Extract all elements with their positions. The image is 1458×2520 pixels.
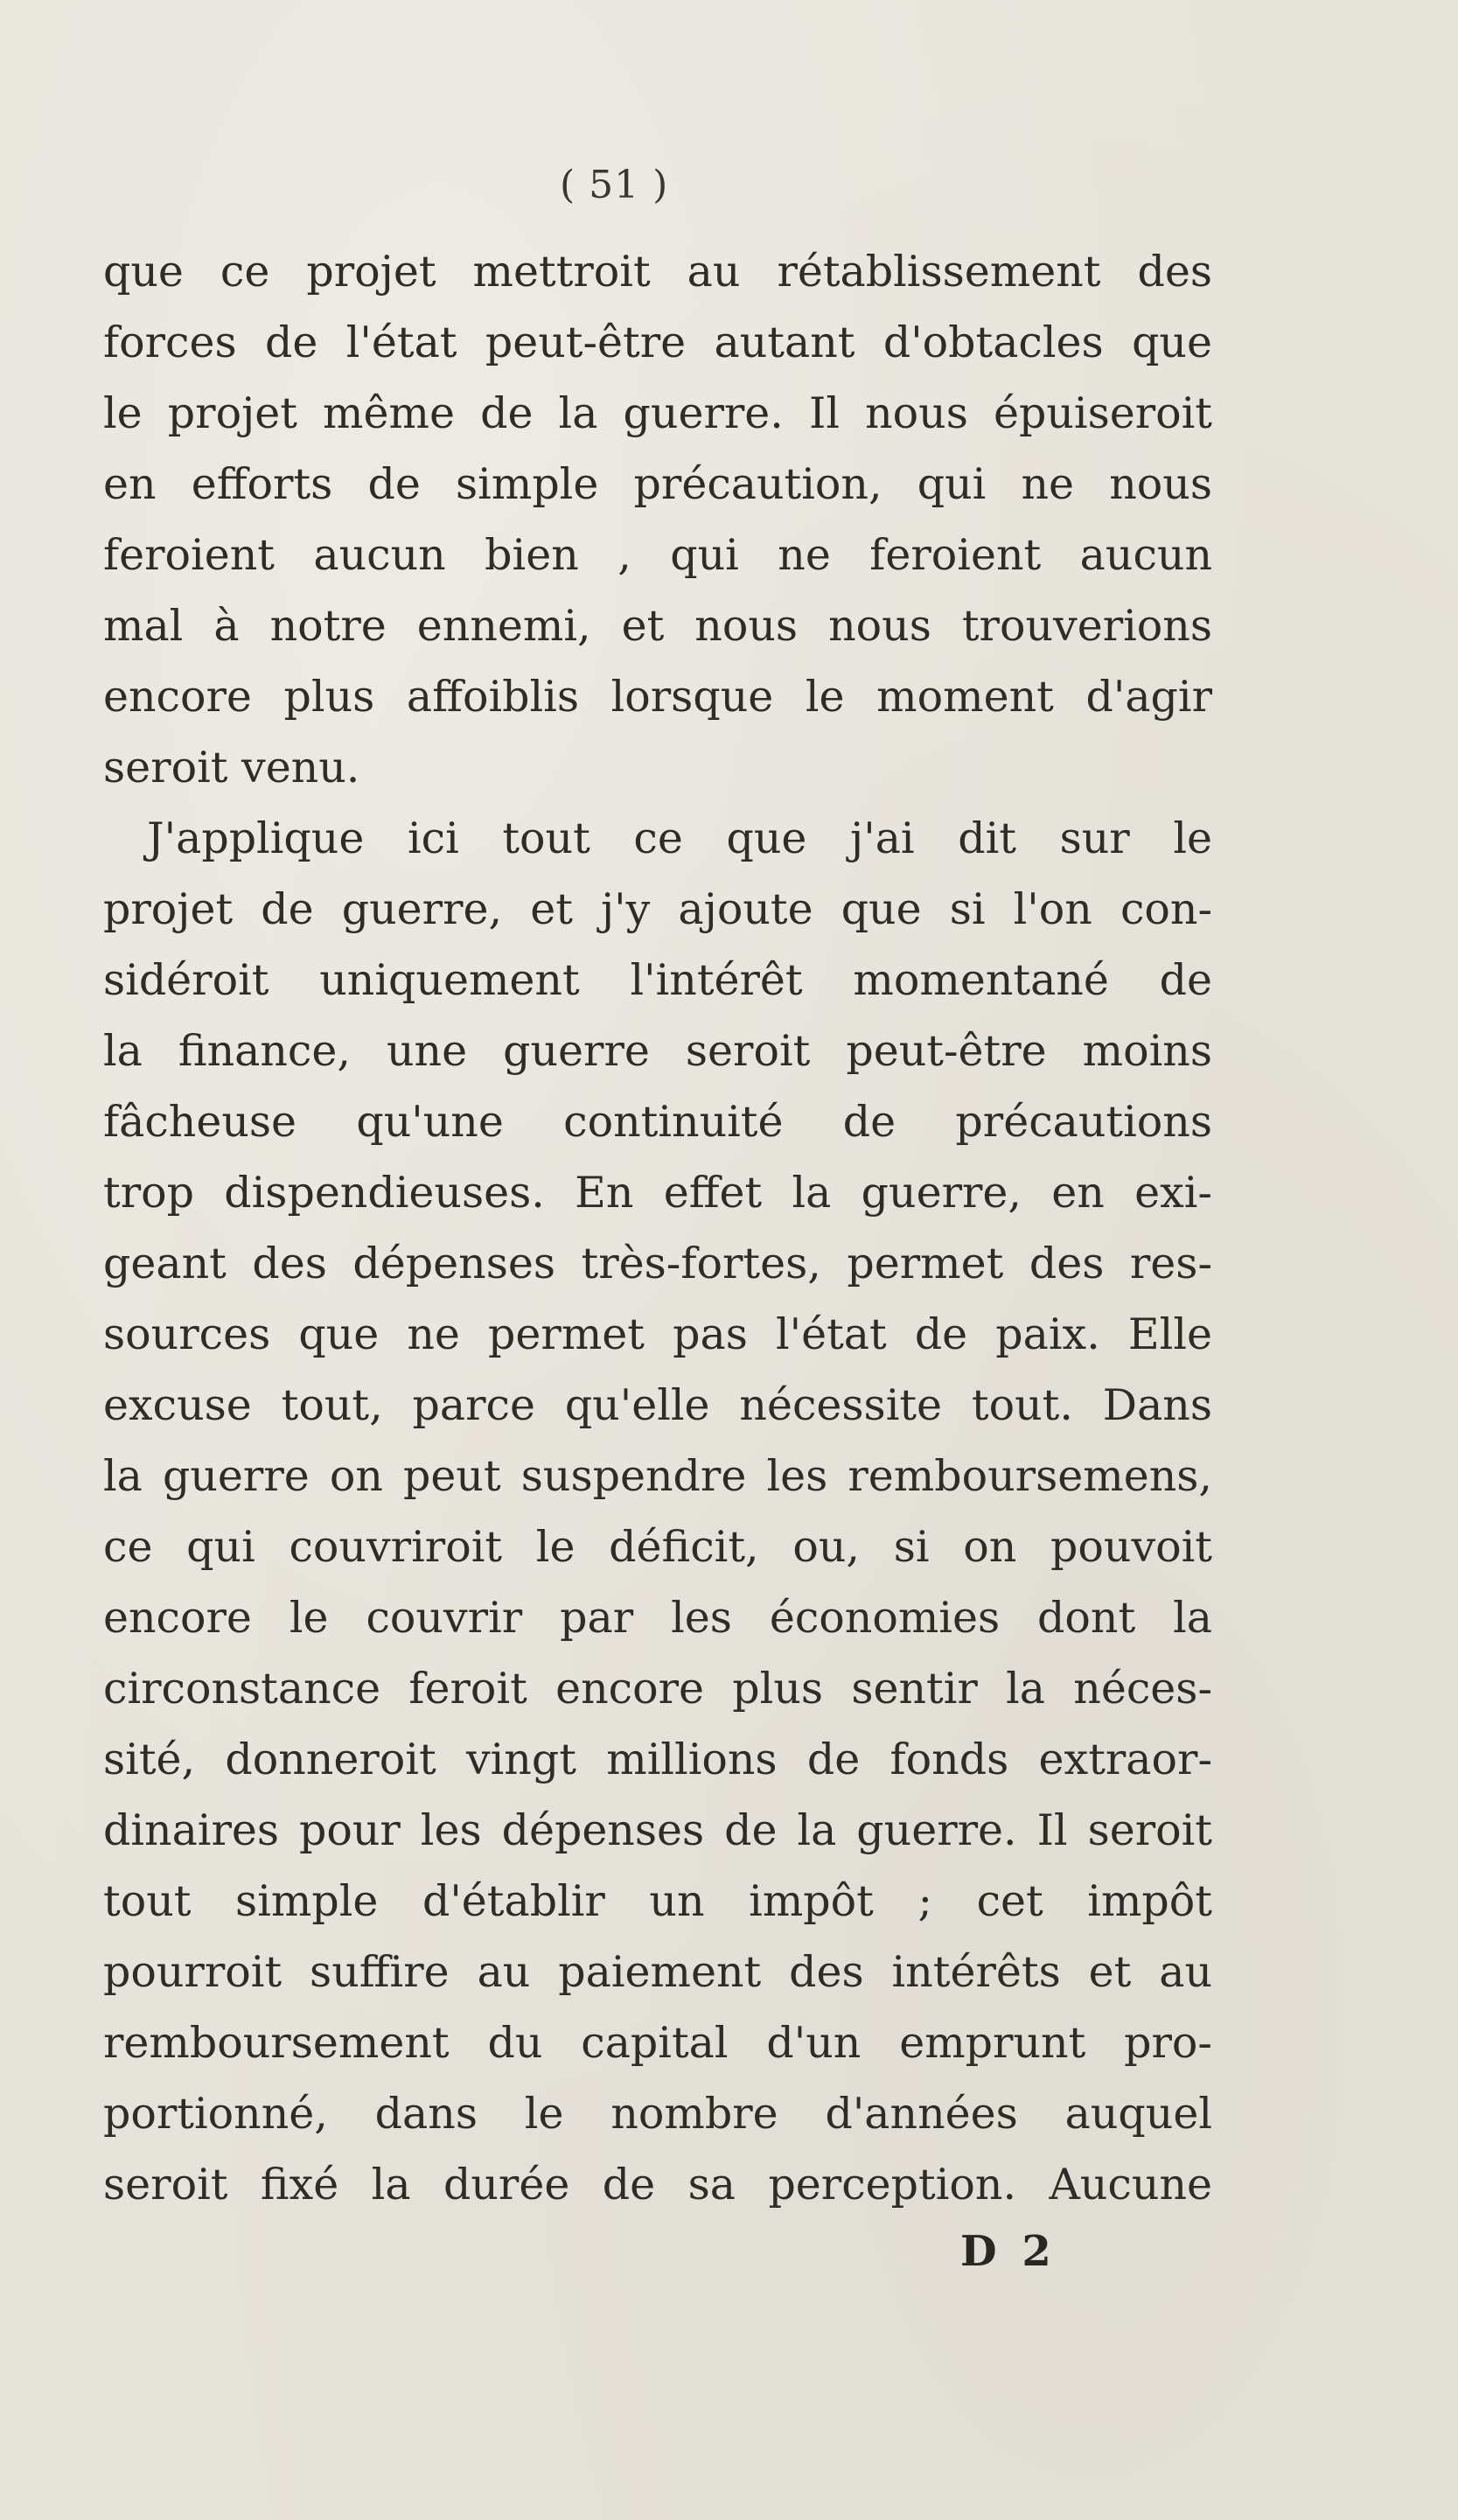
text-line: projet de guerre, et j'y ajoute que si l'on con- (103, 884, 1212, 934)
text-line: la guerre on peut suspendre les remboursemens, (103, 1451, 1212, 1501)
text-line: feroient aucun bien , qui ne feroient aucun (103, 530, 1212, 580)
text-line: seroit venu. (103, 743, 360, 792)
text-line: encore le couvrir par les économies dont la (103, 1593, 1212, 1643)
page-number: ( 51 ) (560, 163, 669, 207)
text-line: la finance, une guerre seroit peut-être moins (103, 1026, 1212, 1076)
text-line: encore plus affoiblis lorsque le moment d'agir (103, 672, 1212, 722)
text-line: forces de l'état peut-être autant d'obtacles que (103, 318, 1212, 367)
text-line: trop dispendieuses. En effet la guerre, en exi- (103, 1168, 1212, 1218)
text-line: dinaires pour les dépenses de la guerre. Il seroit (103, 1805, 1212, 1855)
text-line: sité, donneroit vingt millions de fonds extraor- (103, 1735, 1212, 1784)
text-line: fâcheuse qu'une continuité de précautions (103, 1097, 1212, 1147)
text-line: sidéroit uniquement l'intérêt momentané de (103, 955, 1212, 1005)
text-line: remboursement du capital d'un emprunt pro- (103, 2018, 1212, 2068)
text-line: J'applique ici tout ce que j'ai dit sur le (147, 813, 1212, 863)
signature-mark: D 2 (960, 2227, 1057, 2276)
text-line: seroit fixé la durée de sa perception. Aucune (103, 2160, 1212, 2209)
text-line: sources que ne permet pas l'état de paix. Elle (103, 1309, 1212, 1359)
text-line: pourroit suffire au paiement des intérêts et au (103, 1947, 1212, 1997)
text-line: circonstance feroit encore plus sentir la néces- (103, 1664, 1212, 1714)
body-text (103, 236, 1212, 2220)
text-line: excuse tout, parce qu'elle nécessite tout. Dans (103, 1380, 1212, 1430)
text-line: portionné, dans le nombre d'années auquel (103, 2089, 1212, 2139)
text-line: tout simple d'établir un impôt ; cet impôt (103, 1876, 1212, 1926)
text-line: le projet même de la guerre. Il nous épuiseroit (103, 388, 1212, 438)
text-line: mal à notre ennemi, et nous nous trouverions (103, 601, 1212, 651)
text-line: geant des dépenses très-fortes, permet des res- (103, 1239, 1212, 1288)
text-line: en efforts de simple précaution, qui ne nous (103, 459, 1212, 509)
text-line: que ce projet mettroit au rétablissement des (103, 247, 1212, 297)
text-line: ce qui couvriroit le déficit, ou, si on pouvoit (103, 1522, 1212, 1572)
